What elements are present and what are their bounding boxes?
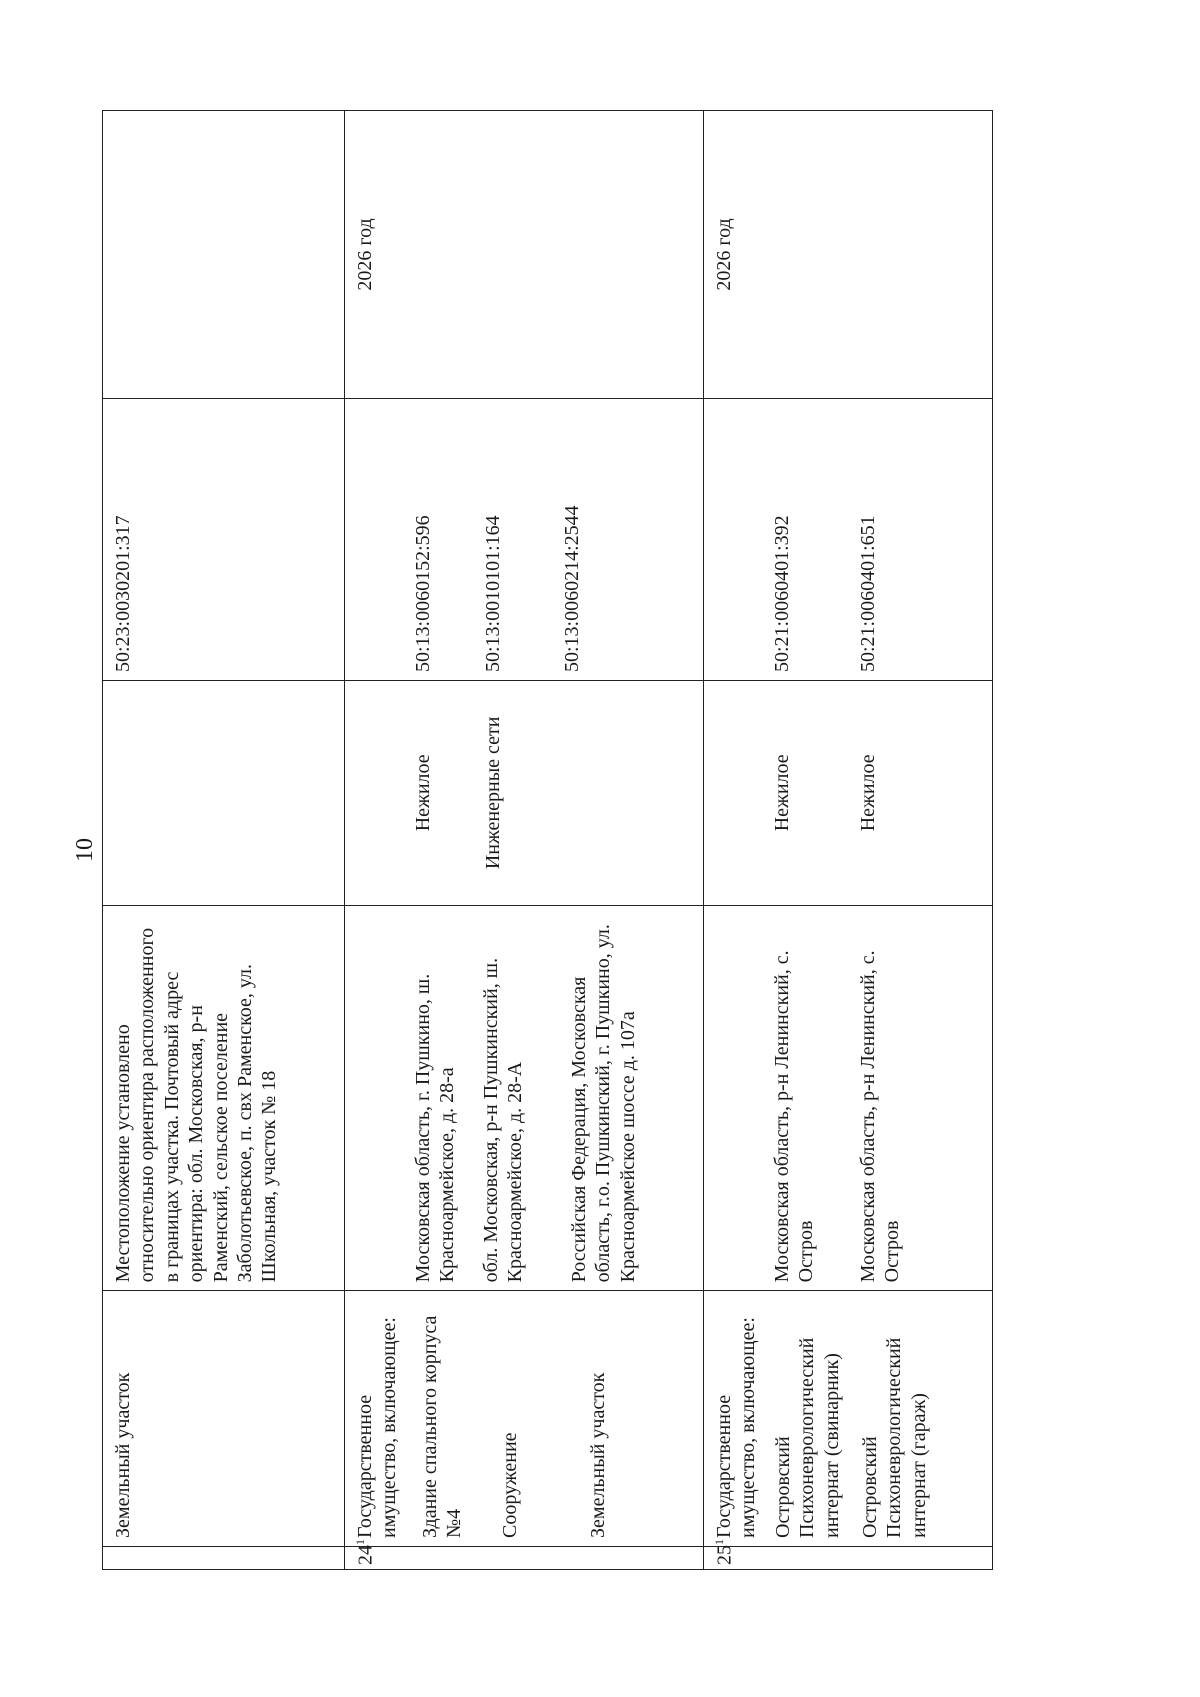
cadastral-number: 50:21:0060401:651 bbox=[857, 515, 880, 673]
object-address: Местоположение установлено относительно ориентира расположенного в границах участка. Почтовый адрес ориентира: обл. Московская, р-н Раменский, сельское поселение Заболотьевское, п. свх Раменское, ул. Школьная, участок № 18 bbox=[112, 927, 281, 1283]
object-name: Островский Психоневрологический интернат (свинарник) bbox=[771, 1337, 843, 1538]
address-cell bbox=[345, 905, 704, 1291]
transfer-year: 2026 год bbox=[713, 218, 735, 291]
name-cell bbox=[704, 1291, 993, 1547]
year-cell bbox=[704, 111, 993, 399]
property-table bbox=[102, 110, 993, 1570]
cadastral-cell bbox=[345, 398, 704, 680]
row-number-sup: 1 bbox=[712, 1539, 726, 1545]
year-cell bbox=[345, 111, 704, 399]
group-label: Государственное имущество, включающее: bbox=[713, 1317, 760, 1538]
name-cell bbox=[103, 1291, 345, 1547]
object-address: Московская область, г. Пушкино, ш. Красноармейское, д. 28-а bbox=[412, 973, 459, 1283]
page-number: 10 bbox=[72, 838, 98, 862]
table-row bbox=[345, 111, 704, 1570]
rotated-table-sheet bbox=[102, 110, 1102, 1570]
cadastral-cell bbox=[103, 398, 345, 680]
cadastral-number: 50:13:0060152:596 bbox=[412, 515, 434, 673]
row-number-sup: 1 bbox=[353, 1539, 367, 1545]
object-address: Московская область, р-н Ленинский, с. Остров bbox=[857, 950, 904, 1283]
object-name: Здание спального корпуса №4 bbox=[418, 1315, 466, 1538]
object-type: Нежилое bbox=[857, 754, 880, 832]
row-number: 24 bbox=[354, 1545, 377, 1565]
object-address: Московская область, р-н Ленинский, с. Остров bbox=[771, 950, 818, 1283]
object-name: Земельный участок bbox=[586, 1372, 609, 1538]
cadastral-number: 50:23:0030201:317 bbox=[112, 515, 134, 673]
object-type: Нежилое bbox=[412, 754, 434, 832]
table-row bbox=[103, 111, 345, 1570]
name-cell bbox=[345, 1291, 704, 1547]
row-number-cell bbox=[704, 1539, 993, 1569]
cadastral-number: 50:13:0060214:2544 bbox=[560, 505, 583, 673]
object-type: Инженерные сети bbox=[482, 716, 505, 870]
object-address: обл. Московская, р-н Пушкинский, ш. Красноармейское, д. 28-А bbox=[480, 957, 527, 1283]
cadastral-number: 50:21:0060401:392 bbox=[771, 515, 793, 673]
object-name: Островский Психоневрологический интернат (гараж) bbox=[858, 1337, 930, 1538]
address-cell bbox=[704, 905, 993, 1291]
type-cell bbox=[345, 681, 704, 906]
object-name: Сооружение bbox=[498, 1432, 521, 1538]
type-cell bbox=[704, 681, 993, 906]
type-cell bbox=[103, 681, 345, 906]
object-type: Нежилое bbox=[771, 754, 793, 832]
group-label: Государственное имущество, включающее: bbox=[354, 1317, 401, 1538]
table-row bbox=[704, 111, 993, 1570]
object-name: Земельный участок bbox=[112, 1372, 134, 1538]
object-address: Российская Федерация, Московская область, г.о. Пушкинский, г. Пушкино, ул. Красноармейское шоссе д. 107а bbox=[568, 924, 639, 1283]
year-cell bbox=[103, 111, 345, 399]
address-cell bbox=[103, 905, 345, 1291]
transfer-year: 2026 год bbox=[354, 218, 376, 291]
cadastral-cell bbox=[704, 398, 993, 680]
row-number-cell bbox=[345, 1539, 704, 1569]
row-number-cell bbox=[103, 1546, 345, 1569]
row-number: 25 bbox=[713, 1545, 736, 1565]
cadastral-number: 50:13:0010101:164 bbox=[482, 515, 505, 673]
